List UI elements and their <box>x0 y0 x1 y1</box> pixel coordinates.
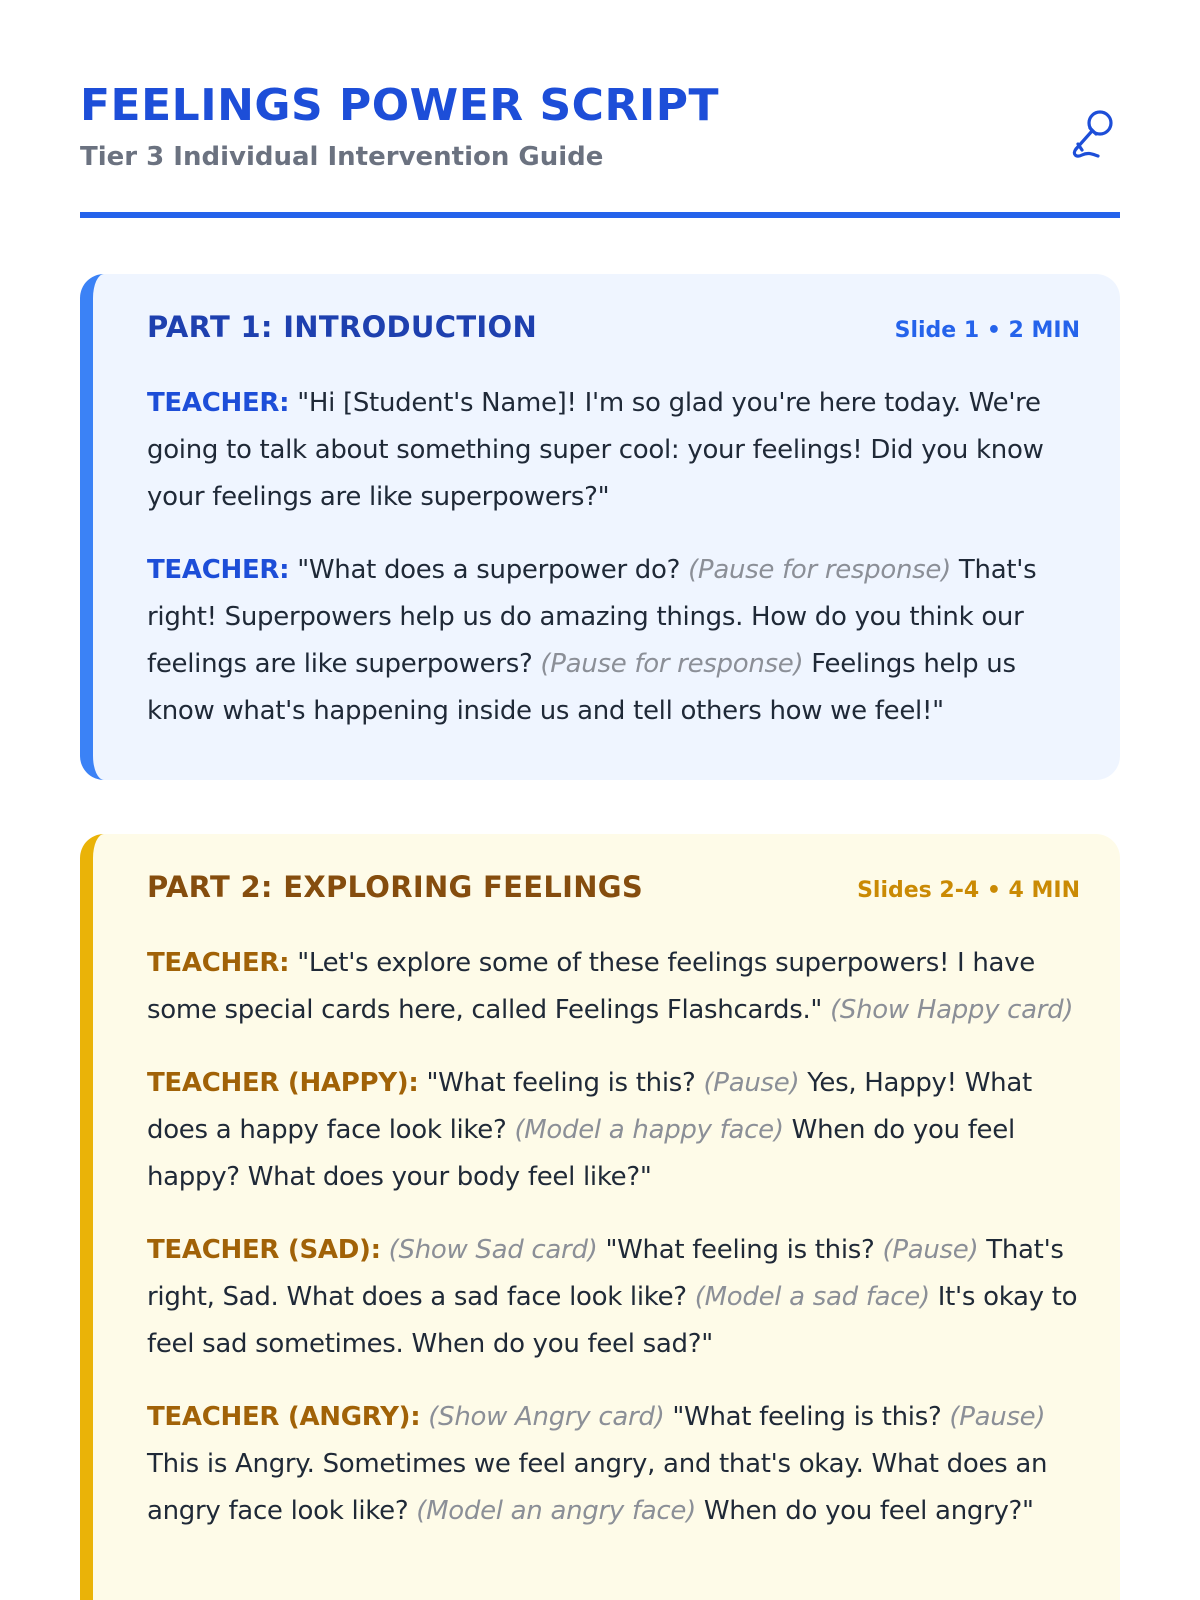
speaker-label: TEACHER (ANGRY): <box>147 1402 421 1432</box>
dialogue-text: "What feeling is this? <box>664 1402 950 1432</box>
dialogue-text: "Let's explore some of these feelings superpowers! I have some special cards here, called Feelings Flashcards." <box>147 948 1035 1025</box>
speaker-label: TEACHER: <box>147 388 290 418</box>
part1-section <box>80 274 1120 780</box>
stage-direction: (Show Happy card) <box>830 995 1074 1025</box>
page-subtitle: Tier 3 Individual Intervention Guide <box>80 142 604 172</box>
stage-direction: (Model an angry face) <box>416 1496 696 1526</box>
stage-direction: (Show Angry card) <box>428 1402 665 1432</box>
speaker-label: TEACHER: <box>147 948 290 978</box>
dialogue-text: "What does a superpower do? <box>289 555 689 585</box>
part2-meta: Slides 2-4 • 4 MIN <box>857 878 1080 903</box>
part1-script <box>147 380 1080 735</box>
script-paragraph <box>147 940 1080 1034</box>
script-paragraph <box>147 547 1080 735</box>
dialogue-text: That's right, Sad. What does a sad face look like? <box>147 1235 1064 1312</box>
stage-direction: (Model a happy face) <box>514 1115 784 1145</box>
dialogue-text: "What feeling is this? <box>597 1235 883 1265</box>
part2-title: PART 2: EXPLORING FEELINGS <box>147 870 644 904</box>
speaker-label: TEACHER: <box>147 555 290 585</box>
dialogue-text: This is Angry. Sometimes we feel angry, and that's okay. What does an angry face look like? <box>147 1449 1048 1526</box>
stage-direction: (Show Sad card) <box>388 1235 598 1265</box>
page-title: FEELINGS POWER SCRIPT <box>80 80 719 131</box>
microphone-icon <box>1068 106 1118 158</box>
stage-direction: (Pause for response) <box>688 555 951 585</box>
dialogue-text: When do you feel angry?" <box>695 1496 1034 1526</box>
dialogue-text: Feelings help us know what's happening inside us and tell others how we feel!" <box>147 649 1016 726</box>
part2-section <box>80 834 1120 1600</box>
script-paragraph <box>147 1060 1080 1201</box>
stage-direction: (Pause) <box>949 1402 1046 1432</box>
script-paragraph <box>147 380 1080 521</box>
stage-direction: (Model a sad face) <box>694 1282 930 1312</box>
dialogue-text: "What feeling is this? <box>418 1068 704 1098</box>
stage-direction: (Pause) <box>703 1068 800 1098</box>
dialogue-text <box>381 1235 389 1265</box>
dialogue-text: "Hi [Student's Name]! I'm so glad you're here today. We're going to talk about something super cool: your feelings! Did you know your feelings are like superpowers?" <box>147 388 1044 512</box>
dialogue-text: That's right! Superpowers help us do amazing things. How do you think our feelings are like superpowers? <box>147 555 1037 679</box>
part1-title: PART 1: INTRODUCTION <box>147 310 538 344</box>
speaker-label: TEACHER (HAPPY): <box>147 1068 419 1098</box>
script-paragraph <box>147 1227 1080 1368</box>
page-header <box>80 78 1120 218</box>
part2-script <box>147 940 1080 1535</box>
part2-header <box>147 870 1080 920</box>
stage-direction: (Pause for response) <box>540 649 804 679</box>
part1-meta: Slide 1 • 2 MIN <box>894 318 1080 343</box>
stage-direction: (Pause) <box>882 1235 979 1265</box>
part1-header <box>147 310 1080 360</box>
dialogue-text: Yes, Happy! What does a happy face look like? <box>147 1068 1032 1145</box>
speaker-label: TEACHER (SAD): <box>147 1235 381 1265</box>
dialogue-text: It's okay to feel sad sometimes. When do you feel sad?" <box>147 1282 1078 1359</box>
dialogue-text: When do you feel happy? What does your body feel like?" <box>147 1115 1015 1192</box>
script-paragraph <box>147 1394 1080 1535</box>
